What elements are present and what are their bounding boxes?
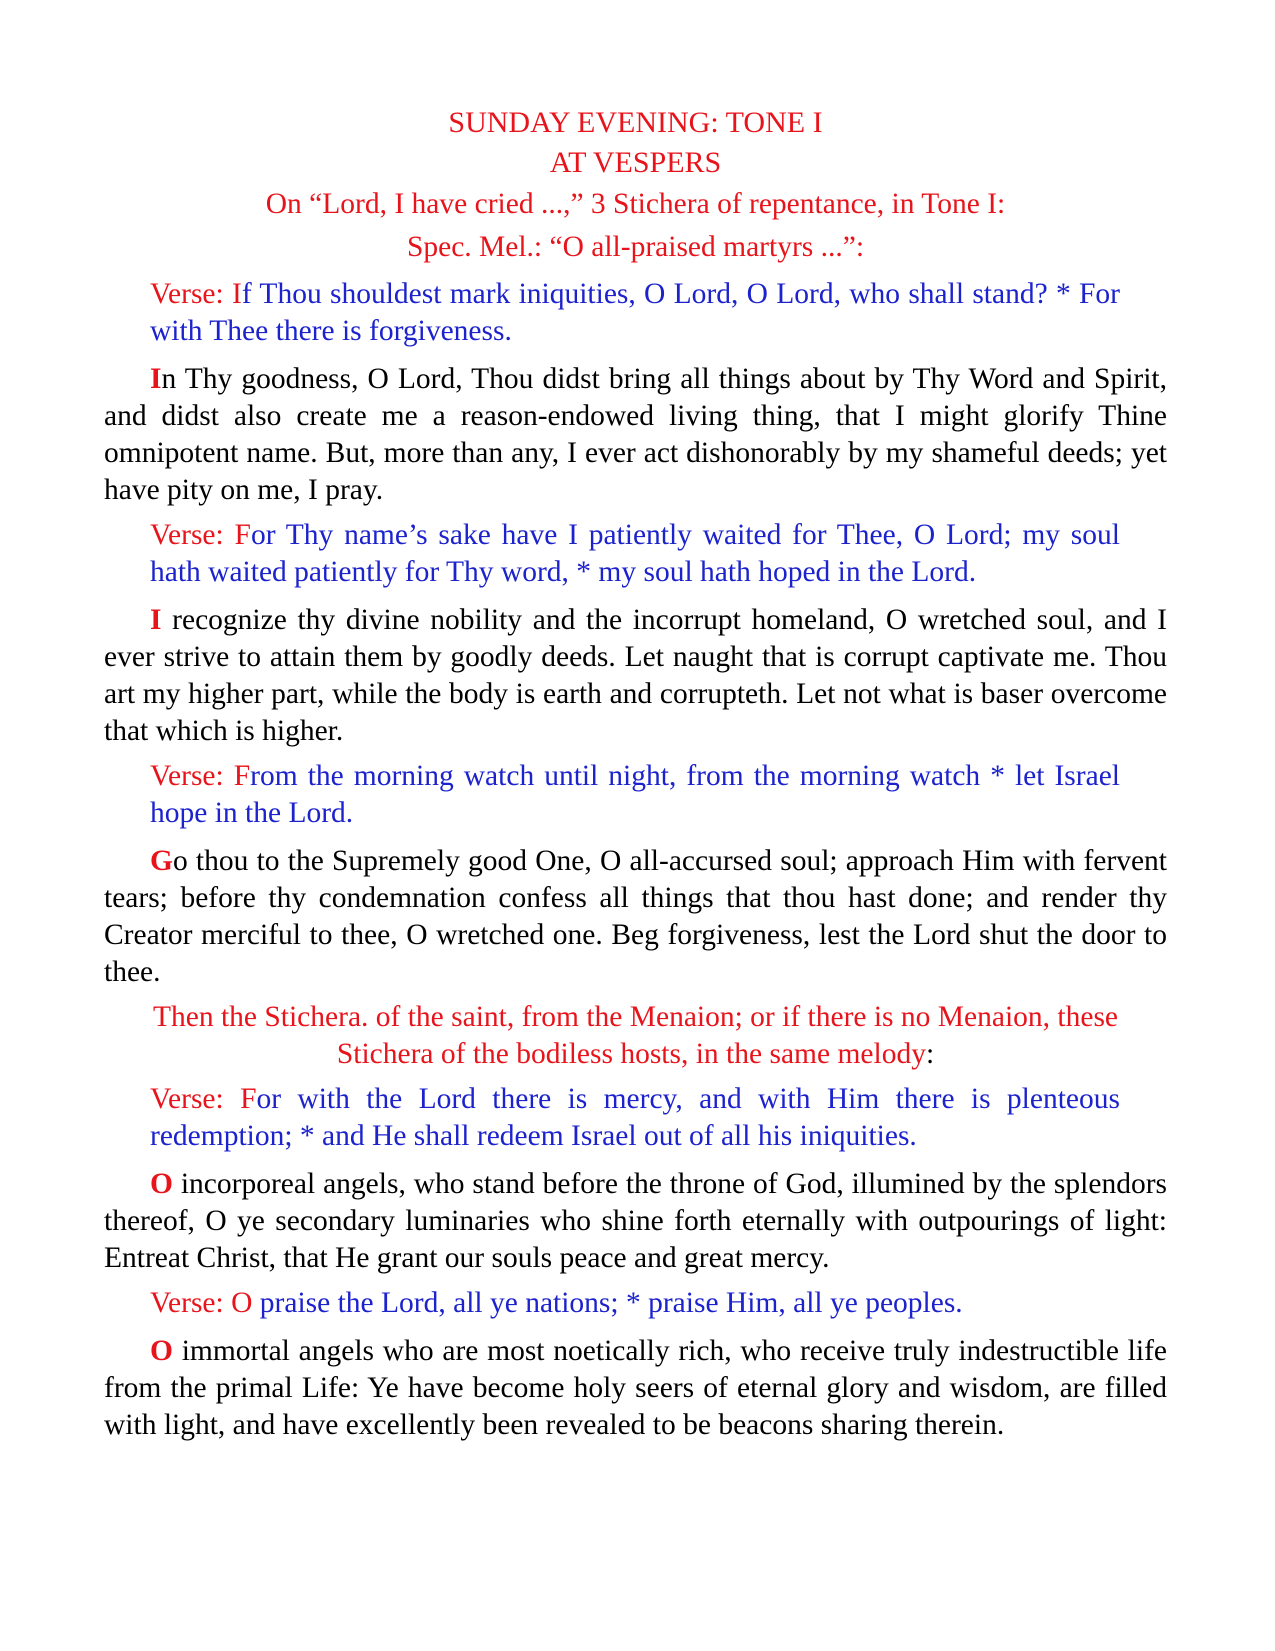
verse-initial: F (233, 760, 251, 792)
verse-label: Verse: (150, 760, 234, 792)
verse-text: or Thy name’s sake have I patiently waited for Thee, O Lord; my soul hath waited patiently for Thy word, * my soul hath hoped in the Lord. (150, 519, 1120, 588)
sticheron-text: recognize thy divine nobility and the incorrupt homeland, O wretched soul, and I ever strive to attain them by goodly deeds. Let naught that is corrupt captivate me. Thou art my higher part, while the body is earth and corrupteth. Let not what is baser overcome that which is higher. (104, 604, 1167, 747)
rubric-special-melody: Spec. Mel.: “O all-praised martyrs ...”: (406, 231, 865, 263)
sticheron-initial: I (150, 363, 162, 395)
verse-text: f Thou shouldest mark iniquities, O Lord, O Lord, who shall stand? * For with Thee there is forgiveness. (150, 278, 1120, 347)
rubric-lord-i-have-cried: On “Lord, I have cried ...,” 3 Stichera of repentance, in Tone I: (265, 188, 1006, 220)
rubric-menaion-text: Then the Stichera. of the saint, from the Menaion; or if there is no Menaion, these Stichera of the bodiless hosts, in the same melody (152, 1001, 1119, 1070)
sticheron-text: o thou to the Supremely good One, O all-accursed soul; approach Him with fervent tears; before thy condemnation confess all things that thou hast done; and render thy Creator merciful to thee, O wretched one. Beg forgiveness, lest the Lord shut the door to thee. (104, 845, 1167, 988)
verse-5 (150, 1285, 1120, 1322)
verse-initial: I (232, 278, 242, 310)
verse-label: Verse: (150, 278, 233, 310)
verse-text: praise the Lord, all ye nations; * praise Him, all ye peoples. (252, 1287, 963, 1319)
verse-text: or with the Lord there is mercy, and with Him there is plenteous redemption; * and He shall redeem Israel out of all his iniquities. (150, 1083, 1120, 1152)
sticheron-initial: O (150, 1335, 173, 1367)
page-title: SUNDAY EVENING: TONE I (448, 106, 823, 139)
verse-1 (150, 276, 1120, 350)
document-page (104, 103, 1167, 1452)
sticheron-text: incorporeal angels, who stand before the throne of God, illumined by the splendors thereof, O ye secondary luminaries who shine forth eternally with outpourings of light: Entreat Christ, that He grant our souls peace and great mercy. (104, 1168, 1167, 1274)
page-subtitle: AT VESPERS (549, 146, 722, 179)
sticheron-text: immortal angels who are most noetically rich, who receive truly indestructible life from the primal Life: Ye have become holy seers of eternal glory and wisdom, are filled with light, and have excellently been revealed to be beacons sharing therein. (104, 1335, 1167, 1441)
verse-4 (150, 1081, 1120, 1155)
rubric-menaion (104, 999, 1167, 1073)
sticheron-1 (104, 361, 1167, 509)
sticheron-text: n Thy goodness, O Lord, Thou didst bring all things about by Thy Word and Spirit, and didst also create me a reason-endowed living thing, that I might glorify Thine omnipotent name. But, more than any, I ever act dishonorably by my shameful deeds; yet have pity on me, I pray. (104, 363, 1167, 506)
sticheron-initial: I (150, 604, 162, 636)
sticheron-2 (104, 602, 1167, 750)
verse-initial: F (234, 519, 251, 551)
verse-3 (150, 758, 1120, 832)
verse-label: Verse: (150, 519, 235, 551)
verse-2 (150, 517, 1120, 591)
sticheron-initial: O (150, 1168, 173, 1200)
verse-label: Verse: (150, 1083, 241, 1115)
verse-label: Verse: (150, 1287, 232, 1319)
verse-text: rom the morning watch until night, from the morning watch * let Israel hope in the Lord. (150, 760, 1120, 829)
sticheron-5 (104, 1333, 1167, 1444)
sticheron-4 (104, 1166, 1167, 1277)
rubric-menaion-colon: : (925, 1038, 935, 1070)
sticheron-initial: G (150, 845, 173, 877)
verse-initial: F (240, 1083, 257, 1115)
sticheron-3 (104, 843, 1167, 991)
verse-initial: O (231, 1287, 253, 1319)
